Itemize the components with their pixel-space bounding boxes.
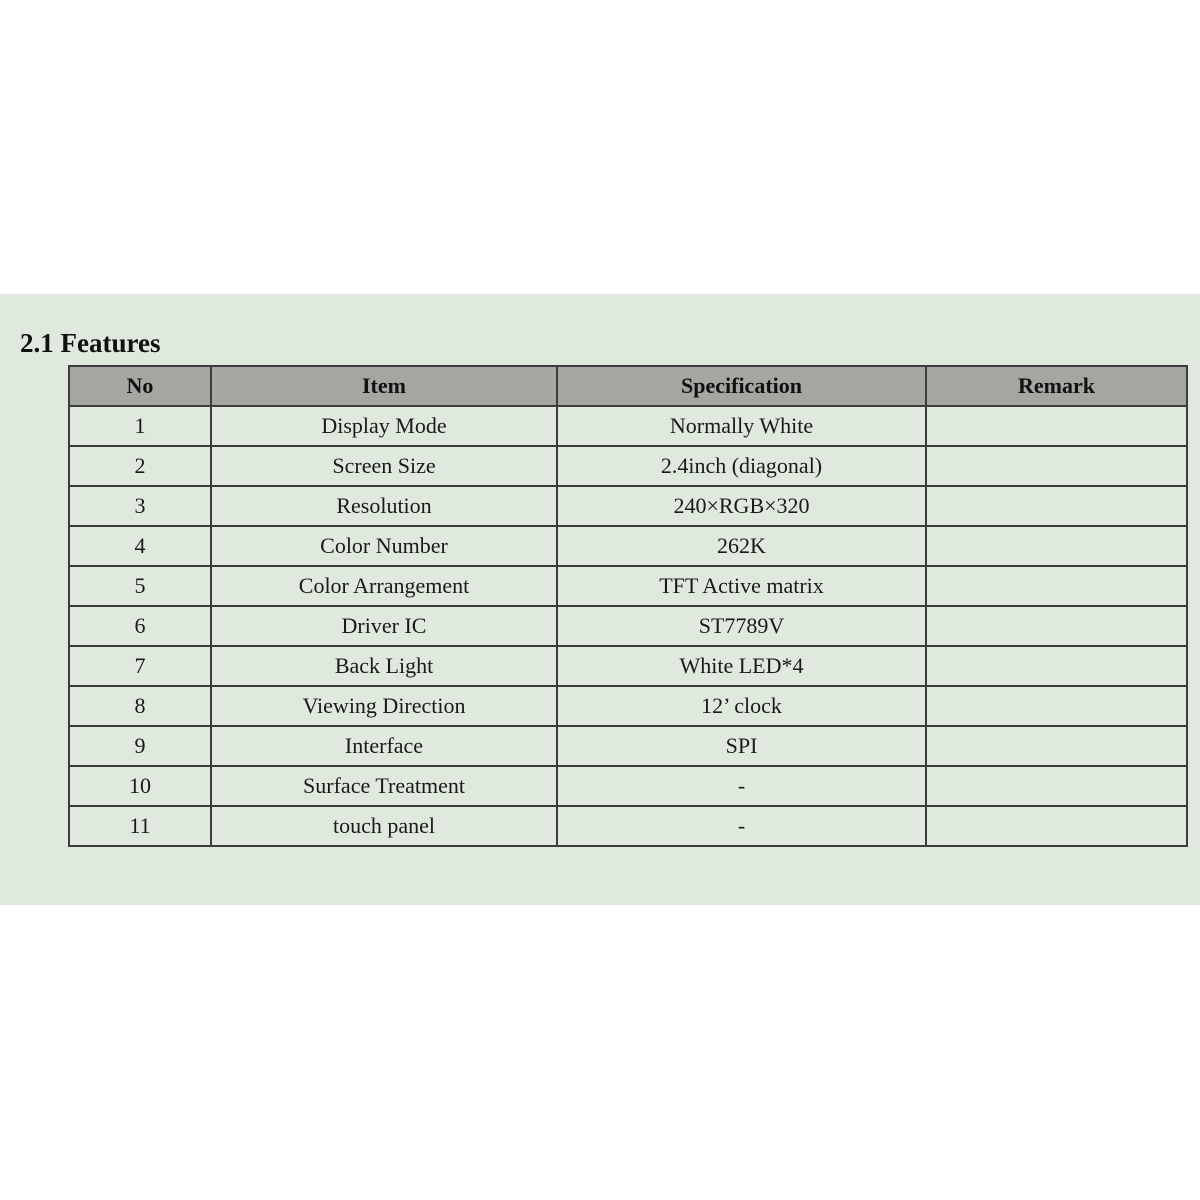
cell-item: Color Number <box>211 526 557 566</box>
cell-remark <box>926 766 1187 806</box>
cell-remark <box>926 646 1187 686</box>
cell-specification: 2.4inch (diagonal) <box>557 446 926 486</box>
cell-no: 10 <box>69 766 211 806</box>
cell-specification: 240×RGB×320 <box>557 486 926 526</box>
cell-no: 4 <box>69 526 211 566</box>
cell-no: 1 <box>69 406 211 446</box>
cell-specification: 12’ clock <box>557 686 926 726</box>
cell-no: 6 <box>69 606 211 646</box>
cell-remark <box>926 606 1187 646</box>
cell-item: Resolution <box>211 486 557 526</box>
cell-no: 7 <box>69 646 211 686</box>
section-title: 2.1 Features <box>20 328 161 358</box>
cell-specification: - <box>557 806 926 846</box>
cell-item: Driver IC <box>211 606 557 646</box>
cell-specification: - <box>557 766 926 806</box>
cell-remark <box>926 726 1187 766</box>
features-table <box>68 365 1188 847</box>
table-row <box>69 806 1187 846</box>
cell-no: 5 <box>69 566 211 606</box>
cell-no: 11 <box>69 806 211 846</box>
cell-remark <box>926 486 1187 526</box>
cell-item: Viewing Direction <box>211 686 557 726</box>
cell-remark <box>926 566 1187 606</box>
cell-specification: Normally White <box>557 406 926 446</box>
cell-remark <box>926 686 1187 726</box>
cell-specification: SPI <box>557 726 926 766</box>
table-row <box>69 726 1187 766</box>
cell-remark <box>926 406 1187 446</box>
column-header-no: No <box>69 366 211 406</box>
column-header-specification: Specification <box>557 366 926 406</box>
cell-remark <box>926 806 1187 846</box>
table-row <box>69 566 1187 606</box>
cell-no: 9 <box>69 726 211 766</box>
cell-item: Color Arrangement <box>211 566 557 606</box>
cell-specification: White LED*4 <box>557 646 926 686</box>
cell-specification: ST7789V <box>557 606 926 646</box>
column-header-remark: Remark <box>926 366 1187 406</box>
table-row <box>69 406 1187 446</box>
cell-no: 2 <box>69 446 211 486</box>
table-row <box>69 766 1187 806</box>
cell-item: Screen Size <box>211 446 557 486</box>
table-row <box>69 446 1187 486</box>
table-row <box>69 486 1187 526</box>
cell-no: 8 <box>69 686 211 726</box>
cell-item: touch panel <box>211 806 557 846</box>
table-row <box>69 526 1187 566</box>
table-row <box>69 686 1187 726</box>
cell-item: Surface Treatment <box>211 766 557 806</box>
table-row <box>69 646 1187 686</box>
cell-specification: TFT Active matrix <box>557 566 926 606</box>
cell-item: Interface <box>211 726 557 766</box>
cell-item: Back Light <box>211 646 557 686</box>
cell-no: 3 <box>69 486 211 526</box>
cell-item: Display Mode <box>211 406 557 446</box>
header-row <box>69 366 1187 406</box>
cell-specification: 262K <box>557 526 926 566</box>
cell-remark <box>926 446 1187 486</box>
cell-remark <box>926 526 1187 566</box>
table-row <box>69 606 1187 646</box>
column-header-item: Item <box>211 366 557 406</box>
